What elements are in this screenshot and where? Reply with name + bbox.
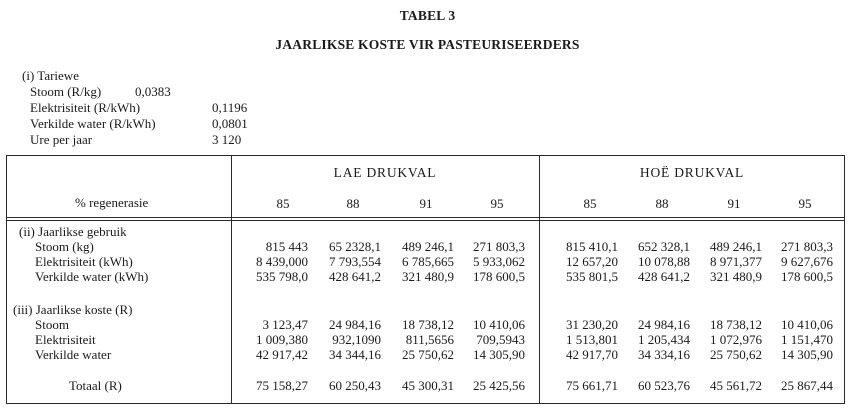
usage-chilled-water-value: 428 641,2	[329, 269, 381, 284]
total-label: Totaal (R)	[69, 378, 122, 393]
costs-heading: (iii) Jaarlikse koste (R)	[13, 302, 133, 317]
column-divider	[231, 156, 232, 403]
cost-chilled-water-value: 25 750,62	[402, 347, 454, 362]
cost-electricity-value: 1 072,976	[710, 332, 762, 347]
usage-label-electricity: Elektrisiteit (kWh)	[35, 254, 133, 269]
usage-electricity-value: 7 793,554	[329, 254, 381, 269]
usage-steam-value: 652 328,1	[638, 239, 690, 254]
cost-chilled-water-value: 34 334,16	[638, 347, 690, 362]
cost-electricity-value: 811,5656	[405, 332, 454, 347]
column-header-95: 95	[490, 196, 504, 211]
total-value: 60 250,43	[329, 378, 381, 393]
cost-chilled-water-value: 25 750,62	[710, 347, 762, 362]
cost-electricity-value: 709,5943	[476, 332, 525, 347]
usage-electricity-value: 8 971,377	[710, 254, 762, 269]
usage-heading: (ii) Jaarlikse gebruik	[19, 224, 127, 239]
column-header-91: 91	[419, 196, 433, 211]
usage-steam-value: 815 443	[265, 239, 308, 254]
usage-steam-value: 489 246,1	[710, 239, 762, 254]
cost-table	[6, 155, 845, 404]
column-header-88: 88	[346, 196, 360, 211]
usage-steam-value: 271 803,3	[473, 239, 525, 254]
cost-steam-value: 18 738,12	[710, 317, 762, 332]
cost-steam-value: 10 410,06	[473, 317, 525, 332]
cost-chilled-water-value: 34 344,16	[329, 347, 381, 362]
header-divider	[7, 220, 844, 221]
column-header-95: 95	[798, 196, 812, 211]
usage-label-chilled-water: Verkilde water (kWh)	[35, 269, 149, 284]
cost-electricity-value: 1 513,801	[566, 332, 618, 347]
group-header-high: HOË DRUKVAL	[639, 165, 745, 180]
cost-chilled-water-value: 42 917,42	[256, 347, 308, 362]
column-divider	[539, 156, 540, 403]
group-header-low: LAE DRUKVAL	[333, 165, 437, 180]
usage-label-steam: Stoom (kg)	[35, 239, 94, 254]
total-value: 45 561,72	[710, 378, 762, 393]
cost-electricity-value: 932,1090	[332, 332, 381, 347]
total-value: 75 661,71	[566, 378, 618, 393]
header-divider	[7, 217, 844, 218]
table-number: TABEL 3	[399, 8, 456, 23]
cost-steam-value: 24 984,16	[329, 317, 381, 332]
costs-label-chilled-water: Verkilde water	[35, 347, 112, 362]
usage-electricity-value: 12 657,20	[566, 254, 618, 269]
cost-steam-value: 10 410,06	[781, 317, 833, 332]
cost-steam-value: 31 230,20	[566, 317, 618, 332]
costs-label-electricity: Elektrisiteit	[35, 332, 96, 347]
tariff-value-steam: 0,0383	[135, 84, 171, 99]
usage-electricity-value: 8 439,000	[256, 254, 308, 269]
cost-chilled-water-value: 42 917,70	[566, 347, 618, 362]
tariffs-heading: (i) Tariewe	[22, 68, 79, 83]
usage-chilled-water-value: 178 600,5	[473, 269, 525, 284]
tariff-label-hours: Ure per jaar	[30, 132, 93, 147]
usage-chilled-water-value: 535 801,5	[566, 269, 618, 284]
usage-electricity-value: 5 933,062	[473, 254, 525, 269]
usage-electricity-value: 9 627,676	[781, 254, 833, 269]
usage-chilled-water-value: 178 600,5	[781, 269, 833, 284]
tariff-label-steam: Stoom (R/kg)	[30, 84, 102, 99]
tariff-label-electricity: Elektrisiteit (R/kWh)	[30, 100, 141, 115]
total-value: 25 425,56	[473, 378, 525, 393]
column-header-85: 85	[276, 196, 290, 211]
total-value: 25 867,44	[781, 378, 833, 393]
usage-chilled-water-value: 535 798,0	[256, 269, 308, 284]
cost-steam-value: 3 123,47	[262, 317, 308, 332]
tariff-value-hours: 3 120	[212, 132, 242, 147]
tariff-label-chilled-water: Verkilde water (R/kWh)	[30, 116, 156, 131]
usage-electricity-value: 6 785,665	[402, 254, 454, 269]
table-title: JAARLIKSE KOSTE VIR PASTEURISEERDERS	[275, 37, 580, 52]
usage-steam-value: 271 803,3	[781, 239, 833, 254]
column-header-88: 88	[655, 196, 669, 211]
total-value: 60 523,76	[638, 378, 690, 393]
usage-chilled-water-value: 321 480,9	[710, 269, 762, 284]
usage-steam-value: 815 410,1	[566, 239, 618, 254]
total-value: 75 158,27	[256, 378, 308, 393]
row-header-regeneration: % regenerasie	[75, 195, 149, 210]
cost-chilled-water-value: 14 305,90	[781, 347, 833, 362]
usage-chilled-water-value: 428 641,2	[638, 269, 690, 284]
cost-chilled-water-value: 14 305,90	[473, 347, 525, 362]
cost-electricity-value: 1 205,434	[638, 332, 690, 347]
cost-electricity-value: 1 151,470	[781, 332, 833, 347]
usage-electricity-value: 10 078,88	[638, 254, 690, 269]
column-header-91: 91	[727, 196, 741, 211]
tariff-value-electricity: 0,1196	[212, 100, 248, 115]
total-value: 45 300,31	[402, 378, 454, 393]
cost-steam-value: 24 984,16	[638, 317, 690, 332]
cost-steam-value: 18 738,12	[402, 317, 454, 332]
column-header-85: 85	[583, 196, 597, 211]
usage-steam-value: 489 246,1	[402, 239, 454, 254]
usage-chilled-water-value: 321 480,9	[402, 269, 454, 284]
costs-label-steam: Stoom	[35, 317, 69, 332]
cost-electricity-value: 1 009,380	[256, 332, 308, 347]
tariff-value-chilled-water: 0,0801	[212, 116, 248, 131]
usage-steam-value: 65 2328,1	[329, 239, 381, 254]
